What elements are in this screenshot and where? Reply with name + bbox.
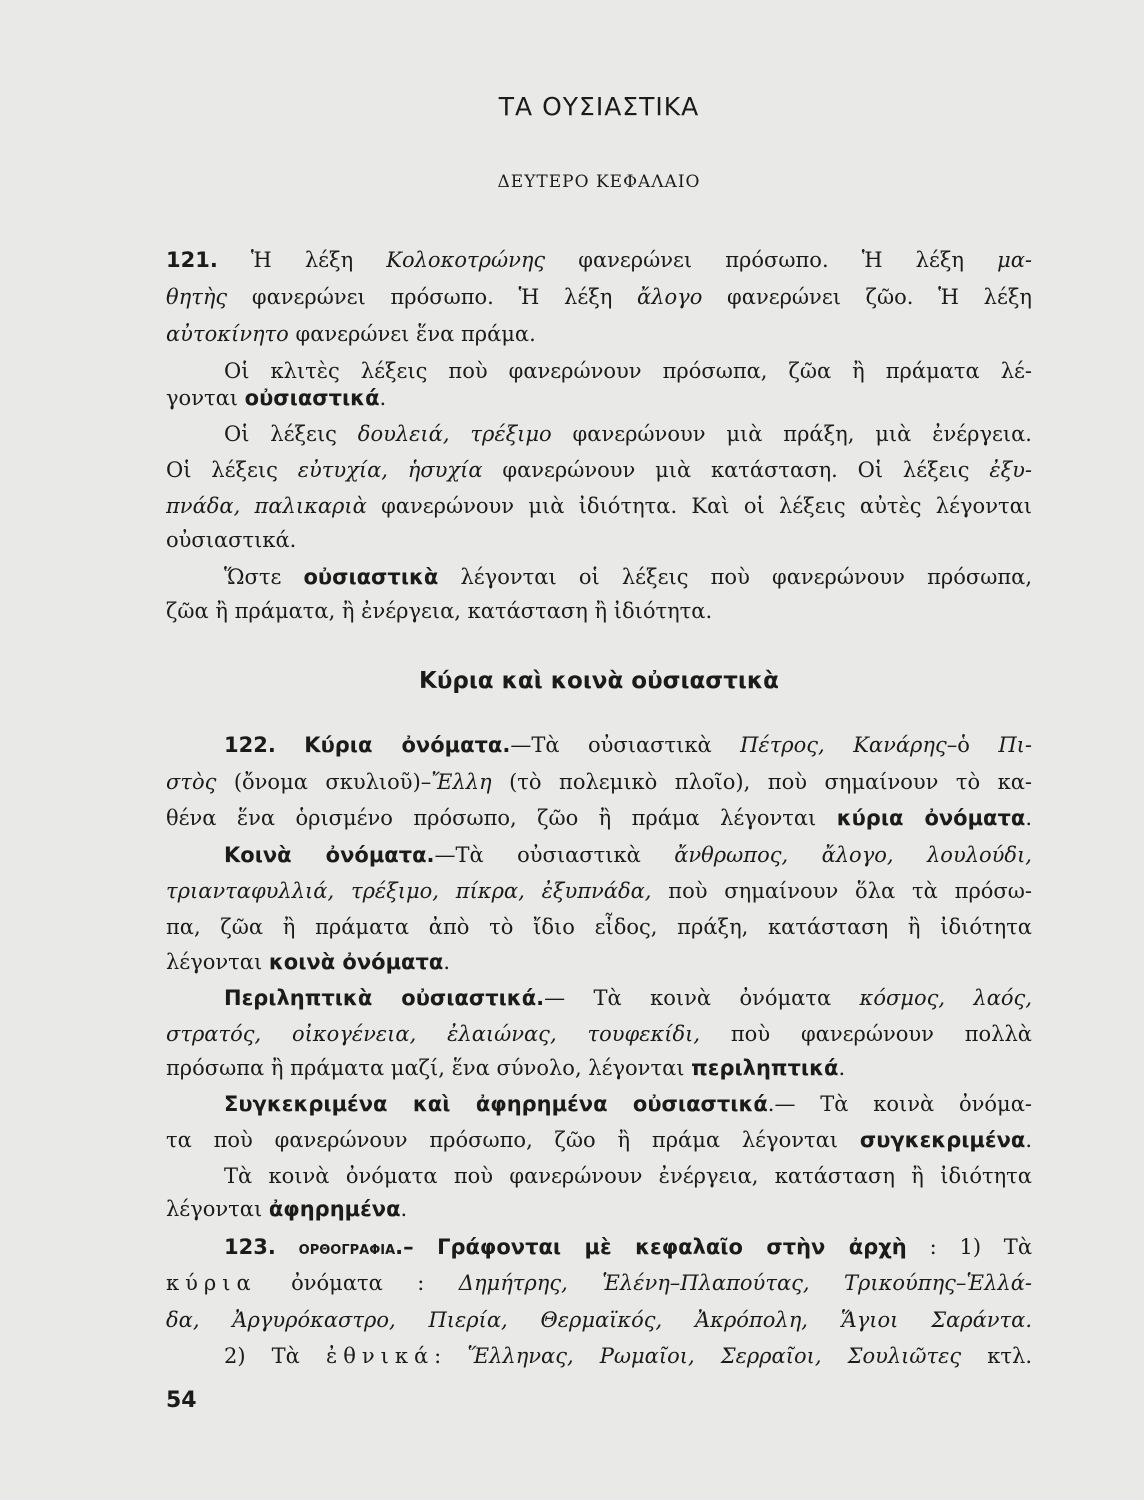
text-run: φανερώνει ζῶο. Ἡ λέξη [702,285,1032,309]
bold-term: Κοινὰ ὀνόματα. [224,843,435,867]
text-line [166,593,1032,629]
text-line [166,1122,1032,1158]
text-run: οὐσιαστικά. [166,528,297,552]
text-line [224,1338,1032,1374]
text-line [224,837,1032,873]
spaced-term: κύρια [166,1271,257,1295]
text-run: ζῶα ἢ πράματα, ἢ ἐνέργεια, κατάσταση ἢ ἰδιότητα. [166,599,713,623]
text-run: λέγονται [166,950,269,974]
text-run: Οἱ λέξεις [166,458,298,482]
text-line [166,1265,1032,1301]
text-run: φανερώνει πρόσωπο. Ἡ λέξη [227,285,638,309]
italic-term: δουλειά, τρέξιμο [357,422,552,446]
text-line [166,522,1032,558]
text-line [224,980,1032,1016]
text-line [224,1229,1032,1265]
italic-term: στρατός, οἰκογένεια, ἐλαιώνας, τουφεκίδι, [166,1022,701,1046]
italic-term: Κολοκοτρώνης [386,248,546,272]
italic-term: πνάδα, παλικαριὰ [166,494,367,518]
text-line [166,279,1032,315]
small-caps-label: ΟΡΘΟΓΡΑΦΙΑ [298,1243,396,1258]
text-run: ποὺ σημαίνουν ὅλα τὰ πρόσω- [651,879,1032,903]
text-line [166,800,1032,836]
text-run: πρόσωπα ἢ πράματα μαζί, ἕνα σύνολο, λέγονται [166,1056,692,1080]
text-run: . [400,1197,408,1221]
text-run: φανερώνουν μιὰ κατάσταση. Οἱ λέξεις [482,458,990,482]
italic-term: Πέτρος, Κανάρης [740,733,947,757]
text-run: λέγονται [166,1197,269,1221]
text-run: . [838,1056,846,1080]
book-page [166,0,1032,1500]
text-line [166,1191,1032,1227]
text-run: .— Τὰ κοινὰ ὀνόμα- [767,1092,1032,1116]
text-run: 2) Τὰ [224,1344,326,1368]
text-run: — Τὰ κοινὰ ὀνόματα [544,986,860,1010]
text-run: πα, ζῶα ἢ πράματα ἀπὸ τὸ ἴδιο εἶδος, πράξη, κατάσταση ἢ ἰδιότητα [166,915,1032,939]
bold-term: κύρια ὀνόματα [836,806,1026,830]
bold-term: Γράφονται μὲ κεφαλαῖο στὴν ἀρχὴ [437,1235,907,1259]
text-run: φανερώνει πρόσωπο. Ἡ λέξη [545,248,998,272]
bold-term: ἀφηρημένα [268,1197,401,1221]
text-run: : [434,1344,468,1368]
text-run: λέγονται οἱ λέξεις ποὺ φανερώνουν πρόσωπα, [438,565,1032,589]
bold-term: Κύρια ὀνόματα. [304,733,511,757]
text-run: γονται [166,386,245,410]
bold-term: συγκεκριμένα [859,1128,1026,1152]
text-run: . [443,950,450,974]
text-line [166,316,1032,352]
text-line [166,764,1032,800]
text-line [166,488,1032,524]
italic-term: Δημήτρης, Ἑλένη–Πλαπούτας, Τρικούπης–Ἑλλά- [458,1271,1032,1295]
page-number: 54 [166,1388,197,1413]
paragraph-number: 121. [166,248,218,272]
text-line [224,1086,1032,1122]
italic-term: τριανταφυλλιά, τρέξιμο, πίκρα, ἐξυπνάδα, [166,879,652,903]
text-run: : 1) Τὰ [906,1235,1032,1259]
italic-term: στὸς [166,770,217,794]
bold-term: Συγκεκριμένα καὶ ἀφηρημένα οὐσιαστικά [224,1092,768,1116]
italic-term: μα- [997,248,1032,272]
text-run: .– [395,1235,438,1259]
text-run [276,733,304,757]
bold-term: οὐσιαστικά [244,386,380,410]
text-run: –ὁ [946,733,999,757]
text-run: τα ποὺ φανερώνουν πρόσωπο, ζῶο ἢ πράμα λέγονται [166,1128,860,1152]
bold-term: Περιληπτικὰ οὐσιαστικά. [224,986,545,1010]
italic-term: ἐξυ- [989,458,1033,482]
italic-term: Πι- [998,733,1032,757]
bold-term: περιληπτικά [691,1056,839,1080]
bold-term: κοινὰ ὀνόματα [268,950,444,974]
text-run: —Τὰ οὐσιαστικὰ [510,733,741,757]
text-line [224,727,1032,763]
text-run [276,1235,299,1259]
text-line [166,452,1032,488]
text-run: (ὄνομα σκυλιοῦ)– [216,770,432,794]
text-line [166,1016,1032,1052]
italic-term: Ἕλληνας, Ρωμαῖοι, Σερραῖοι, Σουλιῶτες [467,1344,962,1368]
paragraph-number: 123. [224,1235,276,1259]
text-line [166,380,1032,416]
text-line [166,242,1032,278]
italic-term: ἄλογο [637,285,703,309]
text-run: . [1025,806,1033,830]
text-line [224,416,1032,452]
text-run: ὀνόματα : [256,1271,459,1295]
text-run: Οἱ λέξεις [224,422,358,446]
italic-term: κόσμος, λαός, [859,986,1032,1010]
italic-term: ἄνθρωπος, ἄλογο, λουλούδι, [674,843,1032,867]
chapter-heading: ΔΕΥΤΕΡΟ ΚΕΦΑΛΑΙΟ [497,172,701,192]
italic-term: αὐτοκίνητο [166,322,289,346]
text-line [224,559,1032,595]
text-run: φανερώνουν μιὰ ἰδιότητα. Καὶ οἱ λέξεις αὐτὲς λέγονται [366,494,1032,518]
paragraph-number: 122. [224,733,276,757]
text-run: —Τὰ οὐσιαστικὰ [434,843,675,867]
italic-term: δα, Ἀργυρόκαστρο, Πιερία, Θερμαϊκός, Ἀκρόπολη, Ἅγιοι Σαράντα. [166,1308,1032,1332]
text-line [166,1050,1032,1086]
italic-term: θητὴς [166,285,228,309]
text-line [166,944,1032,980]
text-run: κτλ. [961,1344,1032,1368]
spaced-term: ἐθνικά [325,1344,435,1368]
text-run: φανερώνουν μιὰ πράξη, μιὰ ἐνέργεια. [551,422,1032,446]
text-run: . [379,386,387,410]
text-line [224,1158,1032,1194]
text-line [166,873,1032,909]
italic-term: εὐτυχία, ἡσυχία [297,458,483,482]
text-run: Τὰ κοινὰ ὀνόματα ποὺ φανερώνουν ἐνέργεια, κατάσταση ἢ ἰδιότητα [224,1164,1032,1188]
text-line [166,1302,1032,1338]
section-heading: Κύρια καὶ κοινὰ οὐσιαστικὰ [419,668,779,694]
text-run: Ὥστε [224,565,304,589]
italic-term: Ἔλλη [431,770,492,794]
text-run: Οἱ κλιτὲς λέξεις ποὺ φανερώνουν πρόσωπα, ζῶα ἢ πράματα λέ- [224,359,1032,383]
text-run: . [1025,1128,1032,1152]
bold-term: οὐσιαστικὰ [303,565,439,589]
text-run: (τὸ πολεμικὸ πλοῖο), ποὺ σημαίνουν τὸ κα- [491,770,1033,794]
text-run: Ἡ λέξη [217,248,387,272]
text-run: ποὺ φανερώνουν πολλὰ [700,1022,1032,1046]
page-title: ΤΑ ΟΥΣΙΑΣΤΙΚΑ [498,92,700,121]
text-run: θένα ἕνα ὁρισμένο πρόσωπο, ζῶο ἢ πράμα λέγονται [166,806,837,830]
text-run: φανερώνει ἕνα πράμα. [288,322,536,346]
text-line [166,909,1032,945]
